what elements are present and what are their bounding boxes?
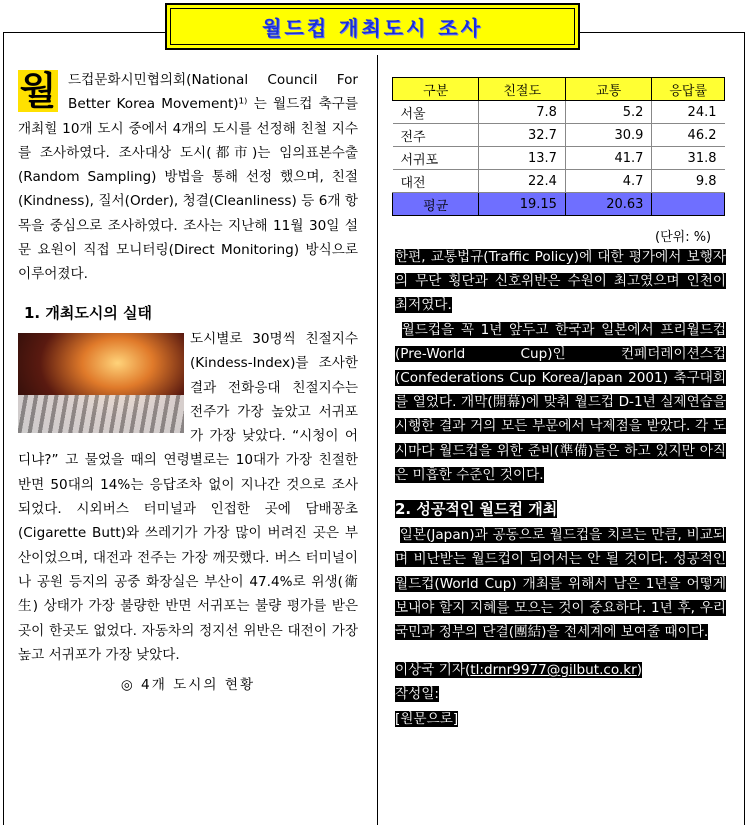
table-average-row [393,193,725,216]
stadium-photo [18,333,184,433]
cell: 전주 [393,124,479,147]
cell: 대전 [393,170,479,193]
right-column [395,245,726,731]
page-title: 월드컵 개최도시 조사 [262,16,483,40]
date-line [395,682,726,706]
cell: 서울 [393,101,479,124]
cell: 32.7 [479,124,566,147]
section-1-body [18,327,358,667]
header-category: 구분 [393,78,479,101]
section-2-heading-text: 2. 성공적인 월드컵 개최 [395,500,558,519]
cell: 31.8 [652,147,725,170]
cell: 13.7 [479,147,566,170]
reporter-email-link[interactable]: tl:drnr9977@gilbut.co.kr [470,662,637,679]
traffic-text: 한편, 교통법규(Traffic Policy)에 대한 평가에서 보행자의 무단 횡단과 신호위반은 수원이 최고였으며 인천이 최저였다. [395,249,726,314]
traffic-paragraph [395,245,726,318]
preworldcup-text: 월드컵을 꼭 1년 앞두고 한국과 일본에서 프리월드컵(Pre-World Cup)인 컨페더레이션스컵(Confederations Cup Korea/Japan 2001) 축구대회를 열었다. 개막(開幕)에 맞춰 월드컵 D-1년 실제연습을 시행한 결과 거의 모든 부문에서 낙제점을 받았다. 각 도시마다 월드컵을 위한 준비(準備)들은 하고 있지만 아직은 미흡한 수준인 것이다. [395,321,726,483]
cell: 9.8 [652,170,725,193]
cell: 4.7 [565,170,652,193]
reporter-name: 이상국 기자( [395,662,471,679]
original-link-line [395,707,726,731]
header-response-rate: 응답률 [652,78,725,101]
cell: 7.8 [479,101,566,124]
cell: 46.2 [652,124,725,147]
table-row [393,124,725,147]
table-header-row [393,78,725,101]
header-traffic: 교통 [565,78,652,101]
cell: 19.15 [479,193,566,216]
cell: 평균 [393,193,479,216]
page-frame-right [744,32,745,825]
success-paragraph [395,523,726,644]
date-label: 작성일: [395,686,439,703]
cell: 서귀포 [393,147,479,170]
intro-text: 드컵문화시민협의회(National Council For Better Korea Movement)¹⁾ 는 월드컵 축구를 개최힐 10개 도시 중에서 4개의 도시를 선정해 친철 지수를 조사하였다. 조사대상 도시(都市)는 임의표본수출(Random Sampling) 방법을 통해 선정 했으며, 친절(Kindness), 질서(Order), 청결(Cleanliness) 등 6개 항목을 중심으로 조사하였다. 조사는 지난해 11월 30일 설문 요원이 직접 모니터링(Direct Monitoring) 방식으로 이루어졌다. [18,72,358,283]
section-2-heading [395,497,726,521]
intro-paragraph [18,68,358,287]
cell: 20.63 [565,193,652,216]
cell [652,193,725,216]
cell: 24.1 [652,101,725,124]
preworldcup-paragraph [395,318,726,487]
cell: 5.2 [565,101,652,124]
table-caption: ◎ 4개 도시의 현황 [120,677,256,694]
table-unit-label: (단위: %) [655,230,712,245]
column-divider [377,55,378,825]
table-row [393,147,725,170]
cell: 41.7 [565,147,652,170]
cell: 30.9 [565,124,652,147]
page-frame-left [3,32,4,825]
table-row [393,170,725,193]
city-survey-table [392,77,725,216]
drop-cap: 월 [19,69,57,113]
header-kindness: 친절도 [479,78,566,101]
table-row [393,101,725,124]
reporter-name-end: ) [636,662,643,679]
section-1-text: 도시별로 30명씩 친절지수(Kindess-Index)를 조사한 결과 전화응대 친절지수는 전주가 가장 높았고 서귀포가 가장 낮았다. “시청이 어디냐?” 고 물었을 때의 연령별로는 10대가 가장 친절한 반면 50대의 14%는 응답조차 없이 지나간 것으로 조사되었다. 시외버스 터미널과 인접한 곳에 담배꽁초(Cigarette Butt)와 쓰레기가 가장 많이 버려진 곳은 부산이었으며, 대전과 전주는 가장 깨끗했다. 버스 터미널이나 공원 등지의 공중 화장실은 부산이 47.4%로 위생(衛生) 상태가 가장 불량한 반면 서귀포는 불량 평가를 받은 곳이 한곳도 없었다. 자동차의 정지선 위반은 대전이 가장 높고 서귀포가 가장 낮았다. [18,330,358,663]
section-1-heading: 1. 개최도시의 실태 [24,303,153,322]
cell: 22.4 [479,170,566,193]
title-banner [165,3,580,50]
original-link[interactable]: [원문으로] [395,710,459,727]
byline [395,658,726,682]
success-text: 일본(Japan)과 공동으로 월드컵을 치르는 만큼, 비교되며 비난받는 월드컵이 되어서는 안 될 것이다. 성공적인 월드컵(World Cup) 개최를 위해서 남은 1년을 어떻게 보내야 할지 지혜를 모으는 것이 중요하다. 1년 후, 우리 국민과 정부의 단결(團結)을 전세계에 보여줄 때이다. [395,527,726,641]
left-column [18,68,358,697]
